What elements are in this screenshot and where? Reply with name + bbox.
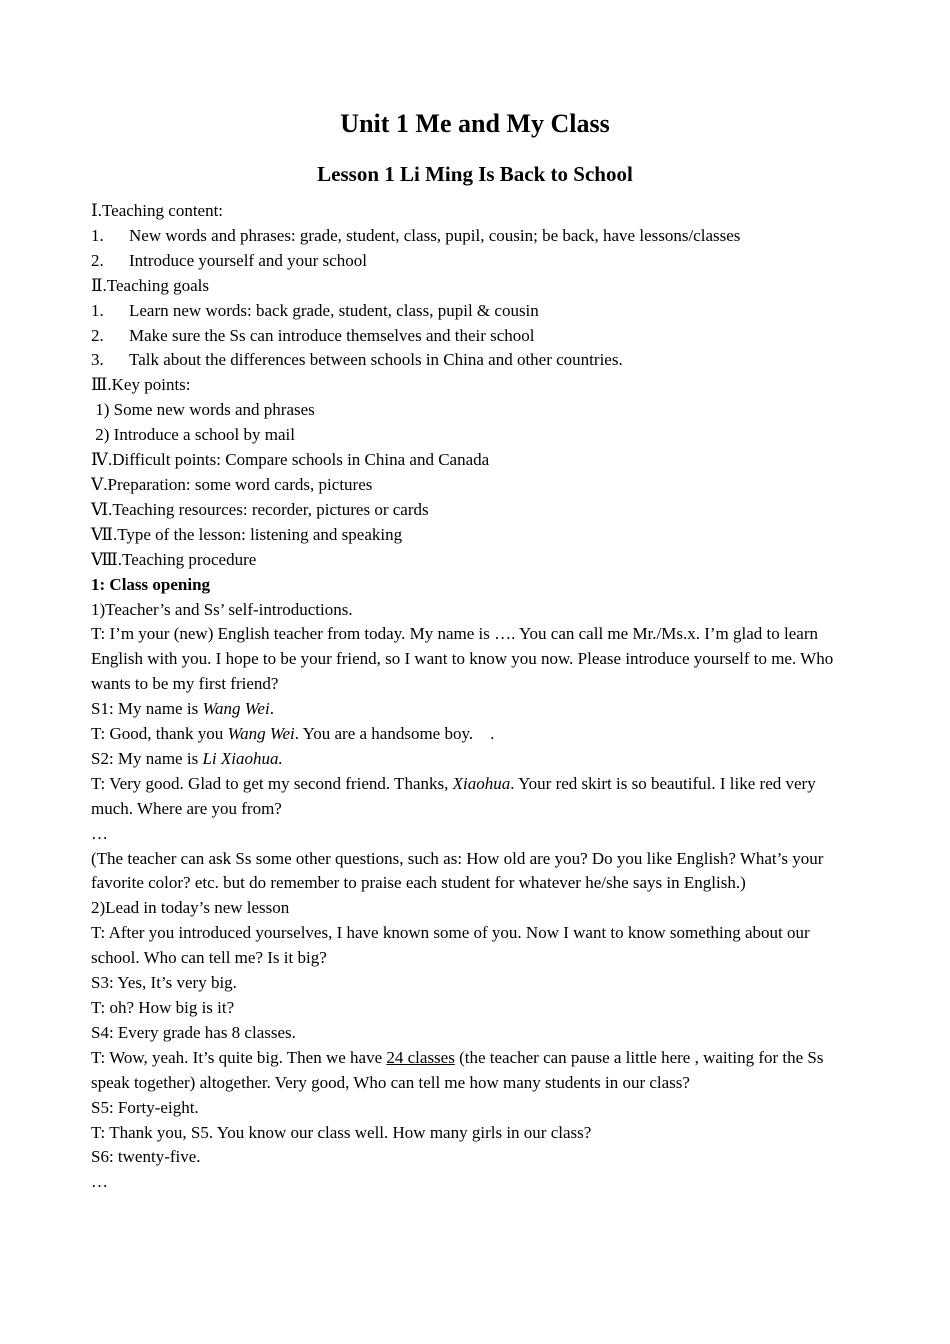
dialogue-line: S1: My name is Wang Wei. <box>91 699 274 719</box>
dialogue-line: S6: twenty-five. <box>91 1147 201 1167</box>
list-item: 3. Talk about the differences between schools in China and other countries. <box>91 350 623 370</box>
preparation: Ⅴ.Preparation: some word cards, pictures <box>91 474 373 494</box>
list-item: 2. Make sure the Ss can introduce themselves and their school <box>91 325 535 345</box>
key-points-heading: Ⅲ.Key points: <box>91 375 191 395</box>
unit-title: Unit 1 Me and My Class <box>340 109 610 138</box>
teacher-note: (The teacher can ask Ss some other questions, such as: How old are you? Do you like English? What’s your favorite color? etc. but do remember to praise each student for whatever he/she says in English.) <box>91 848 824 893</box>
lesson-title: Lesson 1 Li Ming Is Back to School <box>317 162 633 186</box>
list-item: 2. Introduce yourself and your school <box>91 250 367 270</box>
lesson-type: Ⅶ.Type of the lesson: listening and speaking <box>91 524 403 544</box>
document-body <box>91 199 861 1195</box>
teaching-resources: Ⅵ.Teaching resources: recorder, pictures or cards <box>91 499 429 519</box>
teaching-procedure-heading: Ⅷ.Teaching procedure <box>91 549 257 569</box>
dialogue-line: S3: Yes, It’s very big. <box>91 973 237 993</box>
ellipsis: … <box>91 1172 108 1192</box>
dialogue-line: T: oh? How big is it? <box>91 998 235 1017</box>
dialogue-line: S4: Every grade has 8 classes. <box>91 1022 296 1042</box>
list-item: 1. New words and phrases: grade, student, class, pupil, cousin; be back, have lessons/classes <box>91 225 741 245</box>
teaching-content-heading: Ⅰ.Teaching content: <box>91 201 224 220</box>
class-opening-heading: 1: Class opening <box>91 574 211 594</box>
dialogue-line: T: After you introduced yourselves, I have known some of you. Now I want to know something about our school. Who can tell me? Is it big? <box>91 923 810 968</box>
dialogue-line: T: Wow, yeah. It’s quite big. Then we have 24 classes (the teacher can pause a little here , waiting for the Ss speak together) altogether. Very good, Who can tell me how many students in our class? <box>91 1047 824 1092</box>
step-self-introductions: 1)Teacher’s and Ss’ self-introductions. <box>91 599 353 619</box>
dialogue-line: T: Thank you, S5. You know our class well. How many girls in our class? <box>91 1122 592 1142</box>
difficult-points: Ⅳ.Difficult points: Compare schools in China and Canada <box>91 450 490 470</box>
step-lead-in: 2)Lead in today’s new lesson <box>91 898 290 918</box>
dialogue-line: S2: My name is Li Xiaohua. <box>91 748 283 768</box>
dialogue-line: T: Good, thank you Wang Wei. You are a handsome boy. . <box>91 724 495 744</box>
list-item: 1) Some new words and phrases <box>91 400 315 420</box>
dialogue-line: T: I’m your (new) English teacher from today. My name is …. You can call me Mr./Ms.x. I’m glad to learn English with you. I hope to be your friend, so I want to know you now. Please introduce yourself to me. Who wants to be my first friend? <box>91 624 834 694</box>
dialogue-line: T: Very good. Glad to get my second friend. Thanks, Xiaohua. Your red skirt is so beautiful. I like red very much. Where are you from? <box>91 773 816 818</box>
dialogue-line: S5: Forty-eight. <box>91 1097 199 1117</box>
teaching-goals-heading: Ⅱ.Teaching goals <box>91 275 209 295</box>
ellipsis: … <box>91 823 108 843</box>
list-item: 1. Learn new words: back grade, student, class, pupil & cousin <box>91 300 539 320</box>
list-item: 2) Introduce a school by mail <box>91 425 295 445</box>
